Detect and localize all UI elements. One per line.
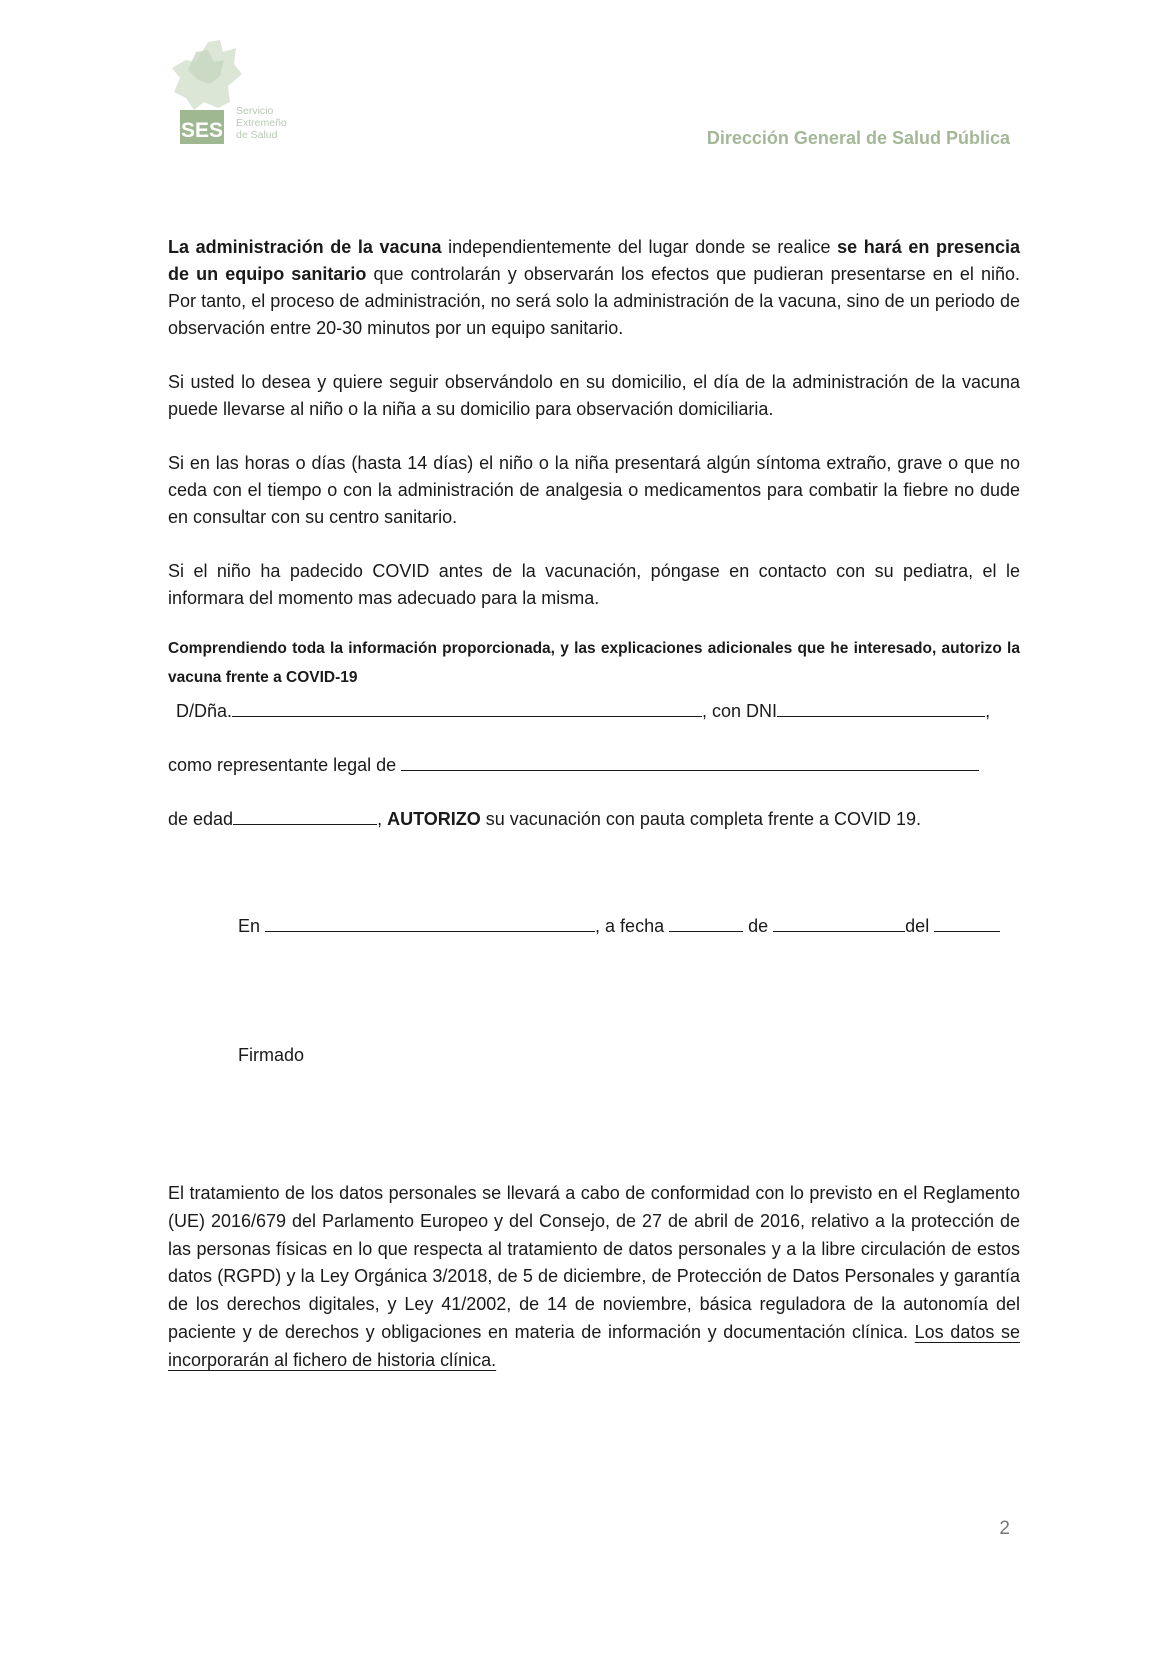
date-label: , a fecha bbox=[595, 916, 665, 936]
page-number: 2 bbox=[999, 1518, 1010, 1539]
minor-name-field[interactable] bbox=[401, 752, 979, 771]
p1-text-2: que controlarán y observarán los efectos que pudieran presentarse en el niño. Por tanto, el proceso de administración, no será solo la administración de la vacuna, sino de un periodo de observación entre 20-30 minutos por un equipo sanitario. bbox=[168, 264, 1021, 338]
age-comma: , bbox=[377, 809, 383, 829]
paragraph-prior-covid: Si el niño ha padecido COVID antes de la vacunación, póngase en contacto con su pediatra, el le informara del momento mas adecuado para la misma. bbox=[168, 561, 1020, 608]
year-field[interactable] bbox=[934, 913, 1000, 932]
paragraph-administration bbox=[168, 234, 1020, 342]
dni-field[interactable] bbox=[777, 698, 985, 717]
paragraph-symptoms: Si en las horas o días (hasta 14 días) el niño o la niña presentará algún síntoma extraño, grave o que no ceda con el tiempo o con la administración de analgesia o medicamentos para combatir la fiebre no dude en consultar con su centro sanitario. bbox=[168, 453, 1020, 527]
data-protection-underlined: Los datos se incorporarán al fichero de historia clínica. bbox=[168, 1321, 1020, 1370]
data-protection-notice bbox=[168, 1180, 1020, 1375]
dni-label: , con DNI bbox=[702, 701, 778, 721]
name-field[interactable] bbox=[232, 698, 702, 717]
representative-label: como representante legal de bbox=[168, 755, 397, 775]
name-label: D/Dña. bbox=[176, 701, 233, 721]
place-field[interactable] bbox=[265, 913, 595, 932]
de-label: de bbox=[748, 916, 769, 936]
consent-statement: Comprendiendo toda la información proporcionada, y las explicaciones adicionales que he interesado, autorizo la vacuna frente a COVID-19 bbox=[168, 640, 1020, 686]
day-field[interactable] bbox=[669, 913, 743, 932]
main-content bbox=[168, 234, 1020, 692]
paragraph-home-observation: Si usted lo desea y quiere seguir observándolo en su domicilio, el día de la administración de la vacuna puede llevarse al niño o la niña a su domicilio para observación domiciliaria. bbox=[168, 372, 1020, 419]
logo-line-2: Extremeño bbox=[236, 117, 287, 129]
p1-text-1: independientemente del lugar donde se realice bbox=[441, 237, 838, 257]
logo-line-3: de Salud bbox=[236, 129, 278, 141]
p1-bold-2: se hará en presencia de un equipo sanitario bbox=[168, 237, 1021, 284]
month-field[interactable] bbox=[773, 913, 905, 932]
authorize-text: su vacunación con pauta completa frente a COVID 19. bbox=[480, 809, 922, 829]
logo-caption bbox=[236, 105, 287, 141]
data-protection-text: El tratamiento de los datos personales se llevará a cabo de conformidad con lo previsto en el Reglamento (UE) 2016/679 del Parlamento Europeo y del Consejo, de 27 de abril de 2016, relativo a la protección de las personas físicas en lo que respecta al tratamiento de datos personales y a la libre circulación de estos datos (RGPD) y la Ley Orgánica 3/2018, de 5 de diciembre, de Protección de Datos Personales y garantía de los derechos digitales, y Ley 41/2002, de 14 de noviembre, básica reguladora de la autonomía del paciente y de derechos y obligaciones en materia de información y documentación clínica. bbox=[168, 1183, 1020, 1342]
logo-abbr: SES bbox=[180, 119, 224, 142]
logo-line-1: Servicio bbox=[236, 105, 274, 117]
p1-bold-1: La administración de la vacuna bbox=[168, 237, 442, 257]
dni-comma: , bbox=[985, 701, 991, 721]
del-label: del bbox=[905, 916, 930, 936]
place-label: En bbox=[238, 916, 261, 936]
age-field[interactable] bbox=[233, 806, 377, 825]
age-authorize-line bbox=[168, 806, 921, 830]
place-date-line bbox=[238, 913, 1000, 937]
signed-label: Firmado bbox=[238, 1045, 305, 1065]
header-title: Dirección General de Salud Pública bbox=[706, 128, 1010, 148]
authorize-bold: AUTORIZO bbox=[387, 809, 481, 829]
representative-line bbox=[168, 752, 979, 776]
name-dni-line bbox=[176, 698, 990, 722]
age-label: de edad bbox=[168, 809, 234, 829]
